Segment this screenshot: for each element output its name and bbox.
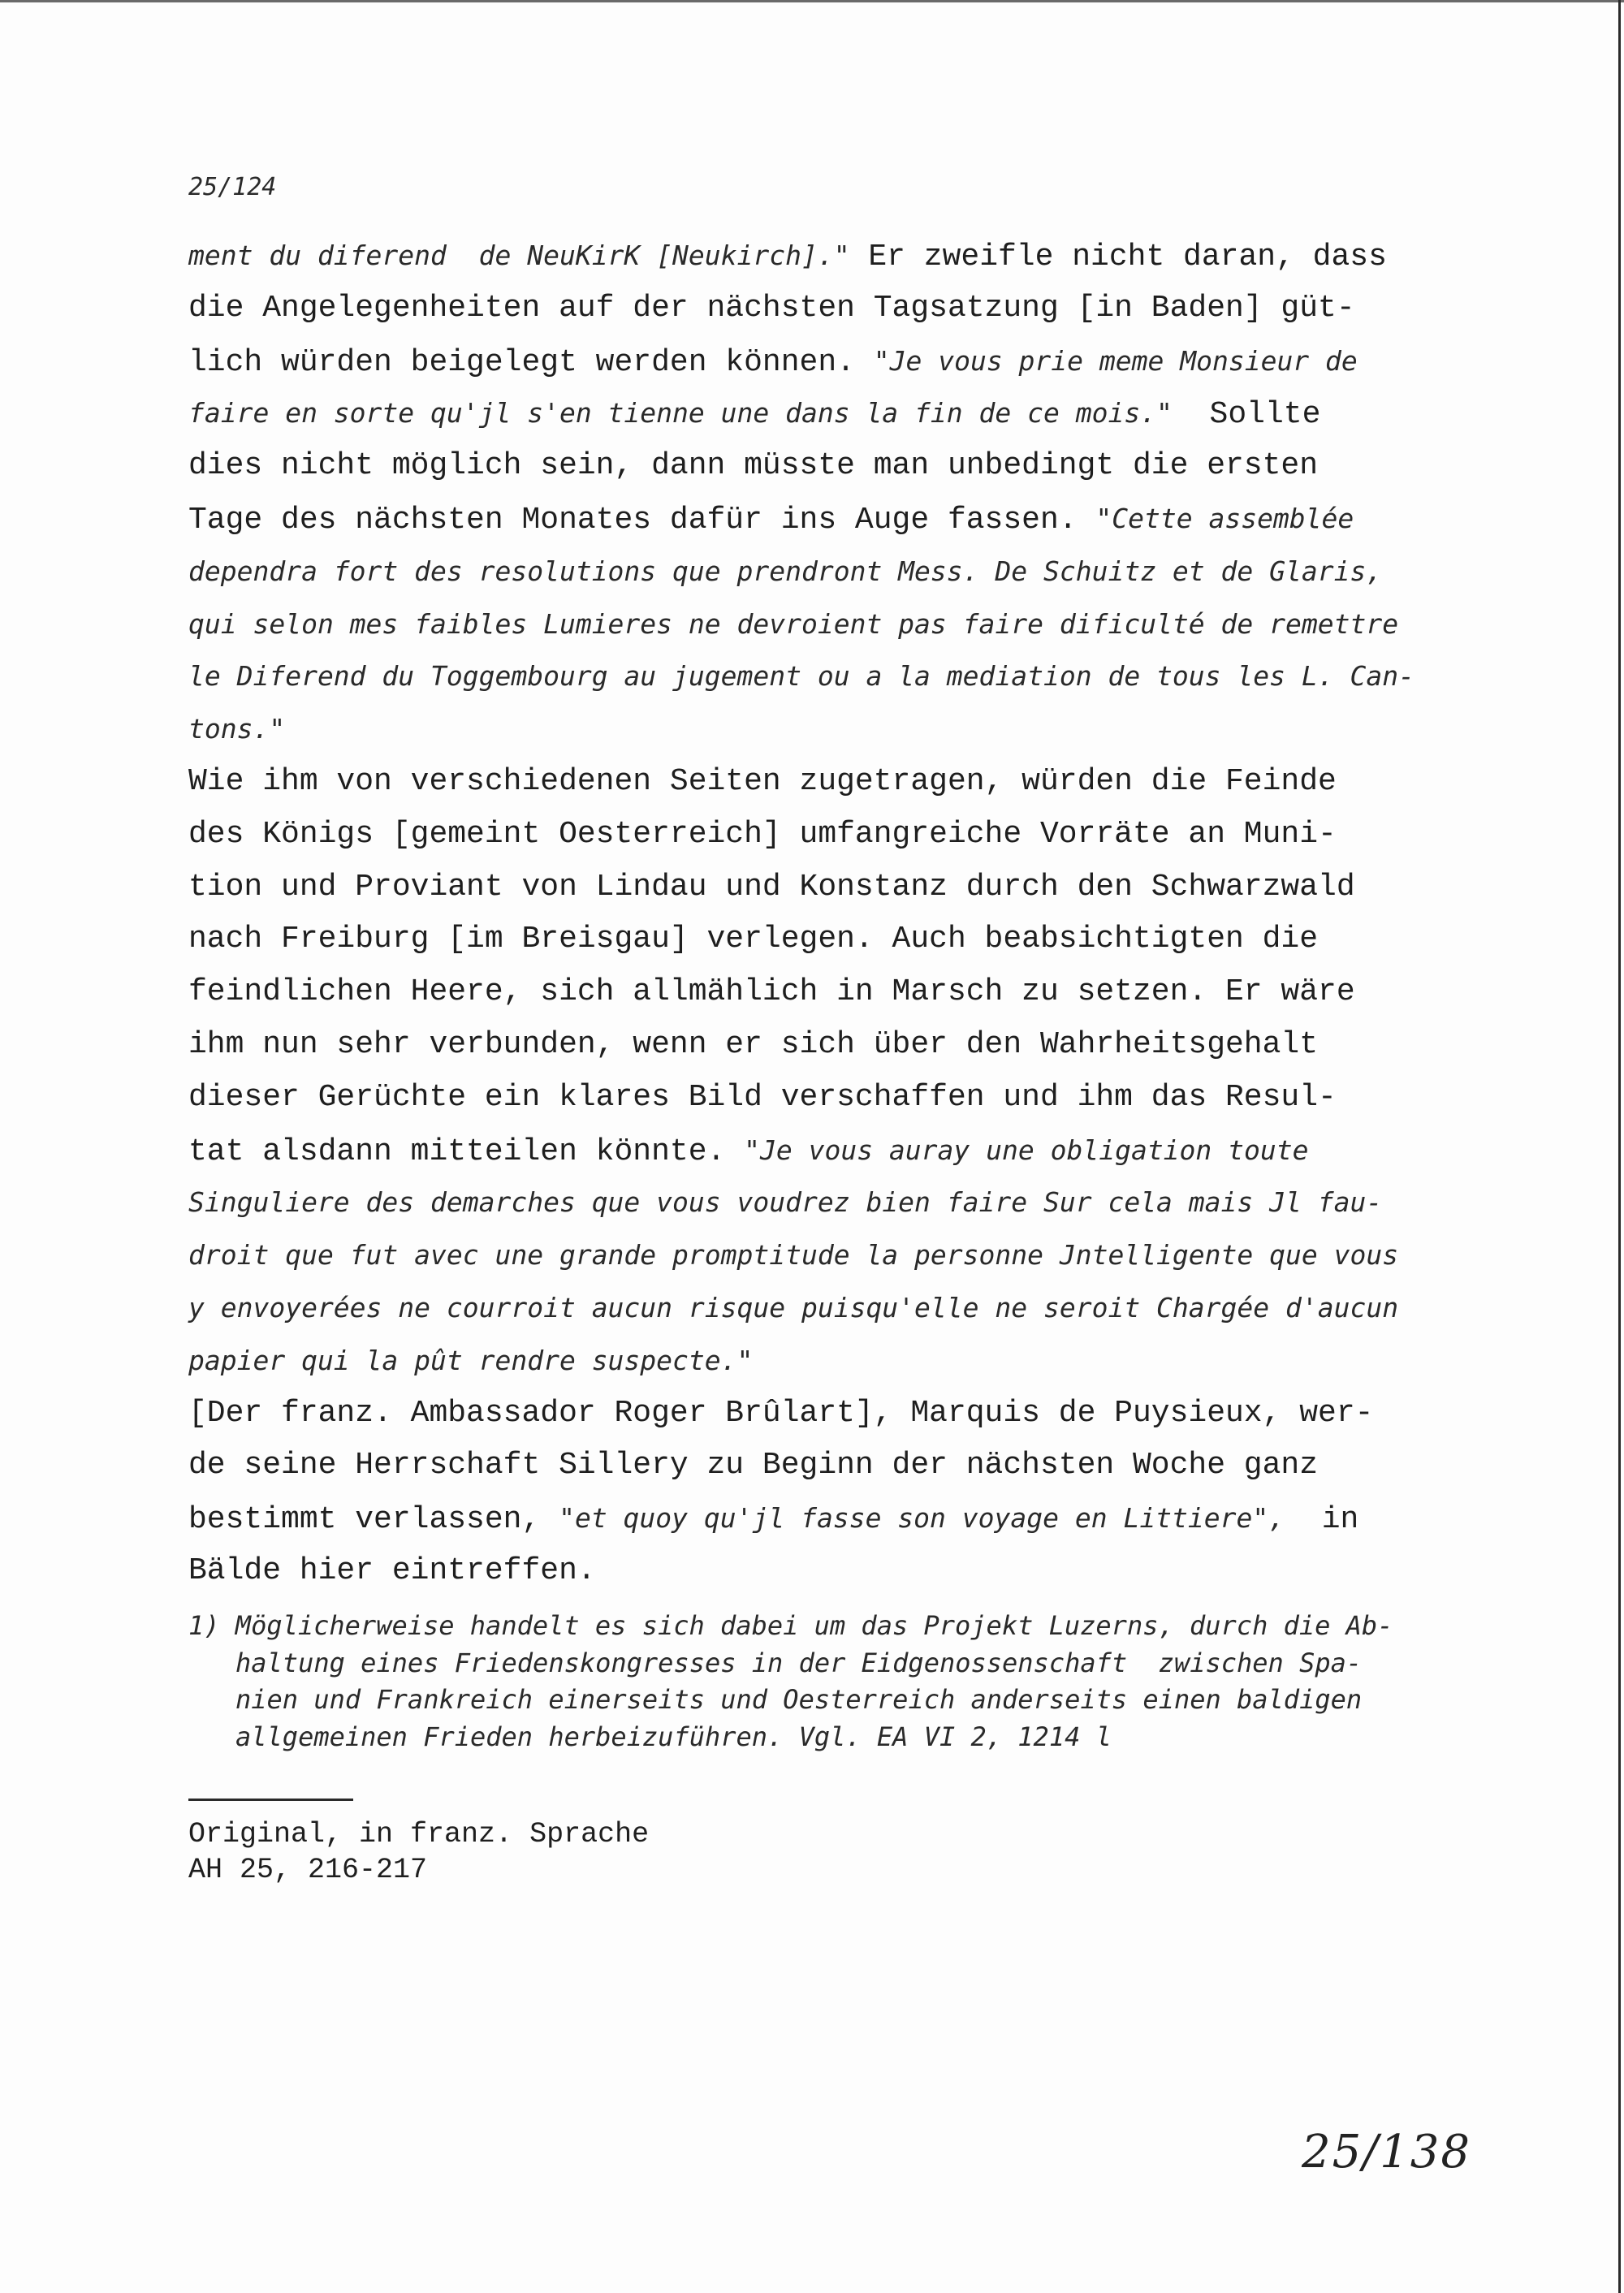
- footnote-line: 1) Möglicherweise handelt es sich dabei um das Projekt Luzerns, durch die Ab-: [188, 1610, 1393, 1641]
- footnote-line: nien und Frankreich einerseits und Oesterreich anderseits einen baldigen: [235, 1684, 1363, 1715]
- german-text: bestimmt verlassen,: [188, 1502, 559, 1538]
- quoted-french-text: faire en sorte qu'jl s'en tienne une dans la fin de ce mois.": [188, 397, 1173, 430]
- text-line: [188, 1019, 1463, 1072]
- quoted-french-text: droit que fut avec une grande promptitude la personne Jntelligente que vous: [188, 1239, 1399, 1272]
- text-line: [188, 913, 1463, 966]
- text-line: [188, 546, 1463, 598]
- footnote: [188, 1608, 1463, 1755]
- german-text: dieser Gerüchte ein klares Bild verschaffen und ihm das Resul-: [188, 1079, 1337, 1115]
- quoted-french-text: papier qui la pût rendre suspecte.": [188, 1344, 754, 1376]
- german-text: Wie ihm von verschiedenen Seiten zugetragen, würden die Feinde: [188, 763, 1337, 799]
- text-line: [188, 1229, 1463, 1282]
- text-line: [188, 1545, 1463, 1598]
- quoted-french-text: Singuliere des demarches que vous voudrez bien faire Sur cela mais Jl fau-: [188, 1186, 1383, 1219]
- german-text: in: [1285, 1502, 1359, 1538]
- text-line: [188, 966, 1463, 1019]
- text-line: [188, 1492, 1463, 1545]
- text-line: [188, 1388, 1463, 1440]
- german-text: Sollte: [1172, 397, 1321, 433]
- text-line: [188, 809, 1463, 861]
- quoted-french-text: "et quoy qu'jl fasse son voyage en Littiere",: [559, 1502, 1285, 1535]
- quoted-french-text: tons.": [188, 713, 286, 745]
- text-line: [188, 1125, 1463, 1177]
- german-text: tat alsdann mitteilen könnte.: [188, 1134, 745, 1169]
- text-line: [188, 598, 1463, 651]
- german-text: die Angelegenheiten auf der nächsten Tagsatzung [in Baden] güt-: [188, 290, 1355, 326]
- german-text: dies nicht möglich sein, dann müsste man unbedingt die ersten: [188, 448, 1319, 484]
- german-text: de seine Herrschaft Sillery zu Beginn der nächsten Woche ganz: [188, 1448, 1319, 1483]
- german-text: feindlichen Heere, sich allmählich in Marsch zu setzen. Er wäre: [188, 974, 1355, 1010]
- page-reference: 25/124: [188, 173, 277, 201]
- german-text: des Königs [gemeint Oesterreich] umfangreiche Vorräte an Muni-: [188, 816, 1337, 852]
- german-text: ihm nun sehr verbunden, wenn er sich über den Wahrheitsgehalt: [188, 1026, 1319, 1062]
- quoted-french-text: dependra fort des resolutions que prendront Mess. De Schuitz et de Glaris,: [188, 555, 1383, 587]
- footnote-line: allgemeinen Frieden herbeizuführen. Vgl. EA VI 2, 1214 l: [235, 1721, 1112, 1752]
- quoted-french-text: "Je vous auray une obligation toute: [744, 1134, 1309, 1166]
- text-line: [188, 650, 1463, 703]
- german-text: Tage des nächsten Monates dafür ins Auge fassen.: [188, 502, 1096, 538]
- quoted-french-text: le Diferend du Toggembourg au jugement ou a la mediation de tous les L. Can-: [188, 660, 1415, 693]
- quoted-french-text: "Je vous prie meme Monsieur de: [873, 344, 1358, 377]
- text-line: [188, 703, 1463, 756]
- german-text: [Der franz. Ambassador Roger Brûlart], Marquis de Puysieux, wer-: [188, 1395, 1374, 1431]
- text-line: [188, 493, 1463, 546]
- german-text: nach Freiburg [im Breisgau] verlegen. Auch beabsichtigten die: [188, 922, 1319, 957]
- quoted-french-text: qui selon mes faibles Lumieres ne devroient pas faire dificulté de remettre: [188, 607, 1399, 640]
- text-line: [188, 756, 1463, 809]
- german-text: lich würden beigelegt werden können.: [188, 344, 874, 380]
- footnote-separator-rule: [188, 1799, 353, 1801]
- text-line: [188, 1177, 1463, 1229]
- text-line: [188, 387, 1463, 440]
- text-line: [188, 1282, 1463, 1335]
- handwritten-page-number: 25/138: [1301, 2126, 1471, 2179]
- text-line: [188, 230, 1463, 283]
- quoted-french-text: y envoyerées ne courroit aucun risque puisqu'elle ne seroit Chargée d'aucun: [188, 1291, 1399, 1324]
- text-line: [188, 861, 1463, 914]
- text-line: [188, 1335, 1463, 1388]
- scan-top-edge: [0, 0, 1624, 2]
- footnote-line: haltung eines Friedenskongresses in der Eidgenossenschaft zwischen Spa-: [235, 1647, 1363, 1678]
- quoted-french-text: "Cette assemblée: [1095, 502, 1354, 534]
- text-line: [188, 440, 1463, 493]
- german-text: Bälde hier eintreffen.: [188, 1552, 596, 1588]
- text-line: [188, 1440, 1463, 1492]
- text-line: [188, 283, 1463, 335]
- text-line: [188, 335, 1463, 388]
- source-original-language: Original, in franz. Sprache: [188, 1818, 650, 1850]
- source-note: [188, 1816, 649, 1888]
- source-archive-reference: AH 25, 216-217: [188, 1854, 428, 1886]
- body-text: [188, 230, 1463, 1598]
- scan-right-edge: [1618, 0, 1621, 2293]
- text-line: [188, 1072, 1463, 1125]
- german-text: Er zweifle nicht daran, dass: [849, 240, 1387, 274]
- german-text: tion und Proviant von Lindau und Konstanz durch den Schwarzwald: [188, 869, 1355, 905]
- quoted-french-text: ment du diferend de NeuKirK [Neukirch].": [188, 240, 850, 271]
